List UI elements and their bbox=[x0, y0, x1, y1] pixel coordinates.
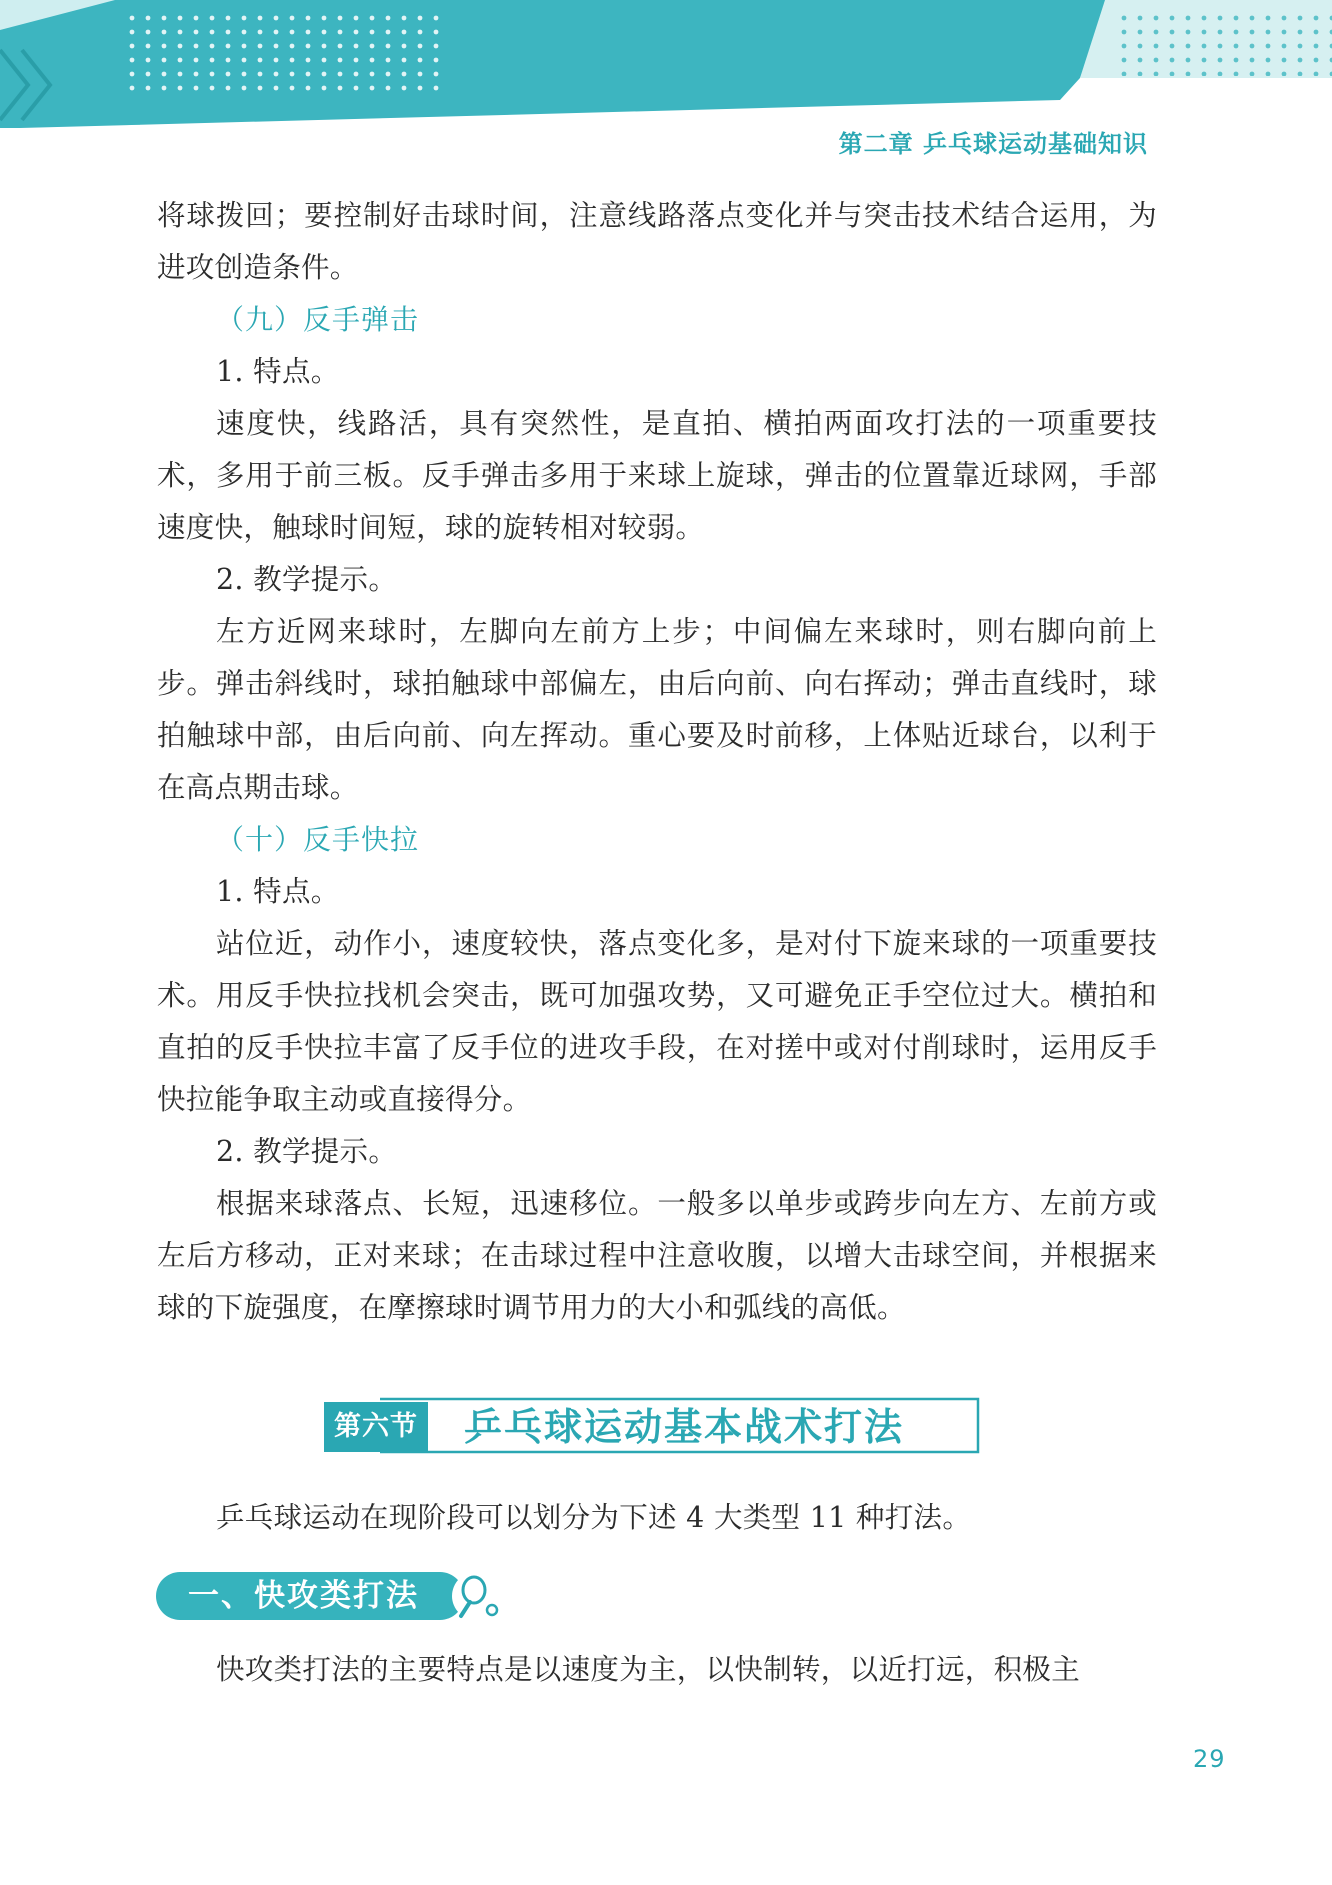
subsection-heading: （十）反手快拉 bbox=[216, 823, 420, 856]
paragraph: 根据来球落点、长短，迅速移位。一般多以单步或跨步向左方、左前方或左后方移动，正对来球；在击球过程中注意收腹，以增大击球空间，并根据来球的下旋强度，在摩擦球时调节用力的大小和弧线的高低。 bbox=[157, 1187, 1157, 1324]
header-decoration bbox=[0, 0, 1332, 130]
paragraph: 左方近网来球时，左脚向左前方上步；中间偏左来球时，则右脚向前上步。弹击斜线时，球拍触球中部偏左，由后向前、向右挥动；弹击直线时，球拍触球中部，由后向前、向左挥动。重心要及时前移，上体贴近球台，以利于在高点期击球。 bbox=[157, 615, 1157, 804]
paragraph: 将球拨回；要控制好击球时间，注意线路落点变化并与突击技术结合运用，为进攻创造条件。 bbox=[157, 199, 1157, 284]
paragraph: 站位近，动作小，速度较快，落点变化多，是对付下旋来球的一项重要技术。用反手快拉找机会突击，既可加强攻势，又可避免正手空位过大。横拍和直拍的反手快拉丰富了反手位的进攻手段，在对搓中或对付削球时，运用反手快拉能争取主动或直接得分。 bbox=[157, 927, 1157, 1116]
section-number-badge: 第六节 bbox=[324, 1402, 428, 1452]
category-intro: 快攻类打法的主要特点是以速度为主，以快制转，以近打远，积极主 bbox=[216, 1653, 1081, 1686]
section-title bbox=[324, 1396, 984, 1460]
section-intro: 乒乓球运动在现阶段可以划分为下述 4 大类型 11 种打法。 bbox=[216, 1501, 972, 1534]
item-label: 2. 教学提示。 bbox=[216, 1135, 398, 1168]
item-label: 1. 特点。 bbox=[216, 875, 340, 908]
category-heading-text: 一、快攻类打法 bbox=[188, 1578, 419, 1614]
page-number: 29 bbox=[1193, 1745, 1226, 1773]
header-band bbox=[0, 0, 1332, 130]
running-head: 第二章 乒乓球运动基础知识 bbox=[838, 130, 1148, 158]
paddle-icon bbox=[448, 1572, 504, 1624]
item-label: 2. 教学提示。 bbox=[216, 563, 398, 596]
page-body bbox=[157, 190, 1157, 1334]
item-label: 1. 特点。 bbox=[216, 355, 340, 388]
paragraph: 速度快，线路活，具有突然性，是直拍、横拍两面攻打法的一项重要技术，多用于前三板。反手弹击多用于来球上旋球，弹击的位置靠近球网，手部速度快，触球时间短，球的旋转相对较弱。 bbox=[157, 407, 1157, 544]
category-heading bbox=[156, 1572, 506, 1622]
subsection-heading: （九）反手弹击 bbox=[216, 303, 420, 336]
section-title-text: 乒乓球运动基本战术打法 bbox=[464, 1405, 905, 1449]
